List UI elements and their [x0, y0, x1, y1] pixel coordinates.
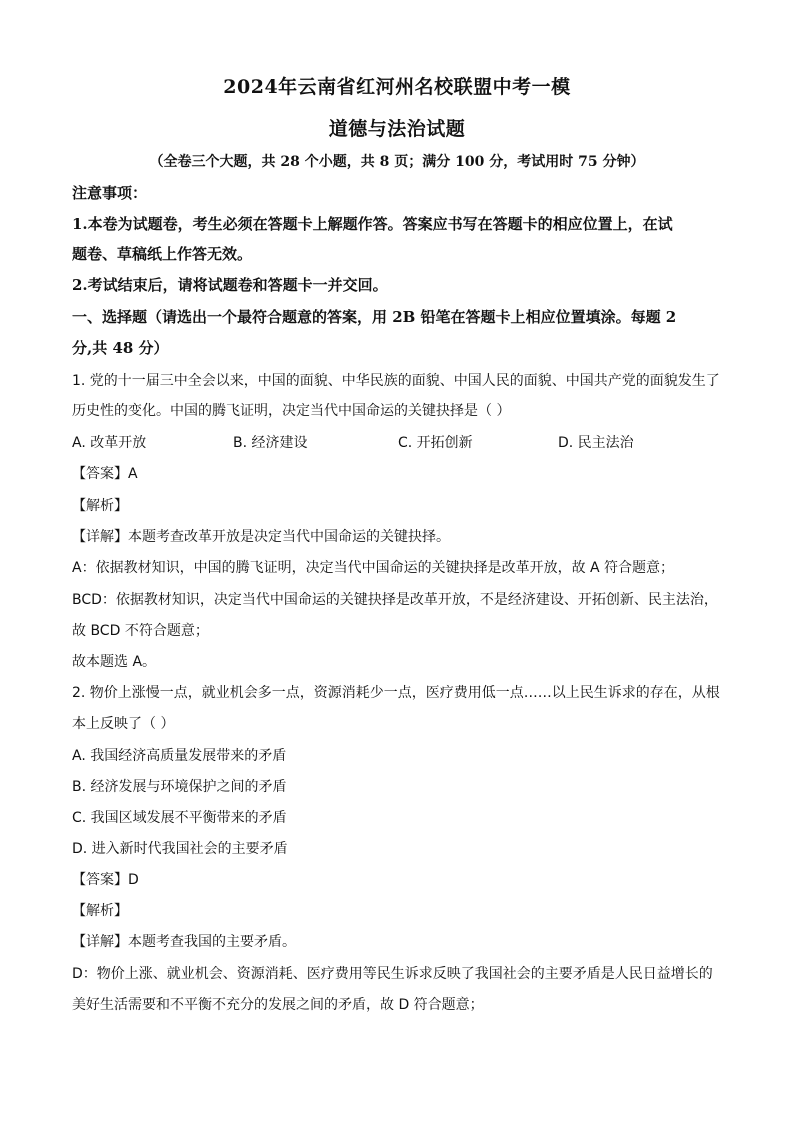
q2-stem-line1: 2. 物价上涨慢一点，就业机会多一点，资源消耗少一点，医疗费用低一点……以上民生诉求的存在，从根 — [72, 685, 720, 701]
exam-title: 2024年云南省红河州名校联盟中考一模 — [223, 76, 571, 98]
subject-title: 道德与法治试题 — [328, 118, 466, 140]
q2-option-c: C. 我国区域发展不平衡带来的矛盾 — [72, 810, 287, 826]
q1-option-c: C. 开拓创新 — [398, 435, 473, 451]
section1-heading-line1: 一、选择题（请选出一个最符合题意的答案，用 2B 铅笔在答题卡上相应位置填涂。每题 2 — [72, 308, 677, 326]
q2-option-b: B. 经济发展与环境保护之间的矛盾 — [72, 779, 287, 795]
q2-option-a: A. 我国经济高质量发展带来的矛盾 — [72, 748, 287, 764]
q2-explanation-d-line2: 美好生活需要和不平衡不充分的发展之间的矛盾，故 D 符合题意； — [72, 997, 484, 1013]
q1-option-d: D. 民主法治 — [558, 435, 634, 451]
q2-answer: 【答案】D — [72, 872, 139, 888]
q2-explanation-d-line1: D：物价上涨、就业机会、资源消耗、医疗费用等民生诉求反映了我国社会的主要矛盾是人民日益增长的 — [72, 966, 713, 982]
q2-detail: 【详解】本题考查我国的主要矛盾。 — [72, 934, 296, 950]
q2-analysis-label: 【解析】 — [72, 903, 128, 919]
q2-option-d: D. 进入新时代我国社会的主要矛盾 — [72, 841, 288, 857]
notice-item-1-line1: 1.本卷为试题卷，考生必须在答题卡上解题作答。答案应书写在答题卡的相应位置上，在试 — [72, 215, 673, 233]
notice-heading: 注意事项： — [72, 184, 148, 202]
notice-item-2: 2.考试结束后，请将试题卷和答题卡一并交回。 — [72, 276, 388, 294]
q1-detail: 【详解】本题考查改革开放是决定当代中国命运的关键抉择。 — [72, 529, 450, 545]
q1-explanation-a: A：依据教材知识，中国的腾飞证明，决定当代中国命运的关键抉择是改革开放，故 A 符合题意； — [72, 560, 675, 576]
q1-analysis-label: 【解析】 — [72, 498, 128, 514]
exam-info: （全卷三个大题，共 28 个小题，共 8 页；满分 100 分，考试用时 75 分钟） — [149, 154, 645, 170]
q2-stem-line2: 本上反映了（ ） — [72, 716, 175, 732]
q1-answer: 【答案】A — [72, 466, 138, 482]
section1-heading-line2: 分,共 48 分） — [72, 339, 169, 357]
q1-stem-line2: 历史性的变化。中国的腾飞证明，决定当代中国命运的关键抉择是（ ） — [72, 403, 511, 419]
q1-option-a: A. 改革开放 — [72, 435, 147, 451]
q1-explanation-bcd-line1: BCD：依据教材知识，决定当代中国命运的关键抉择是改革开放，不是经济建设、开拓创新、民主法治， — [72, 592, 718, 608]
notice-item-1-line2: 题卷、草稿纸上作答无效。 — [72, 245, 253, 263]
q1-conclusion: 故本题选 A。 — [72, 654, 157, 670]
q1-stem-line1: 1. 党的十一届三中全会以来，中国的面貌、中华民族的面貌、中国人民的面貌、中国共产党的面貌发生了 — [72, 373, 720, 389]
q1-explanation-bcd-line2: 故 BCD 不符合题意； — [72, 623, 209, 639]
q1-option-b: B. 经济建设 — [233, 435, 308, 451]
